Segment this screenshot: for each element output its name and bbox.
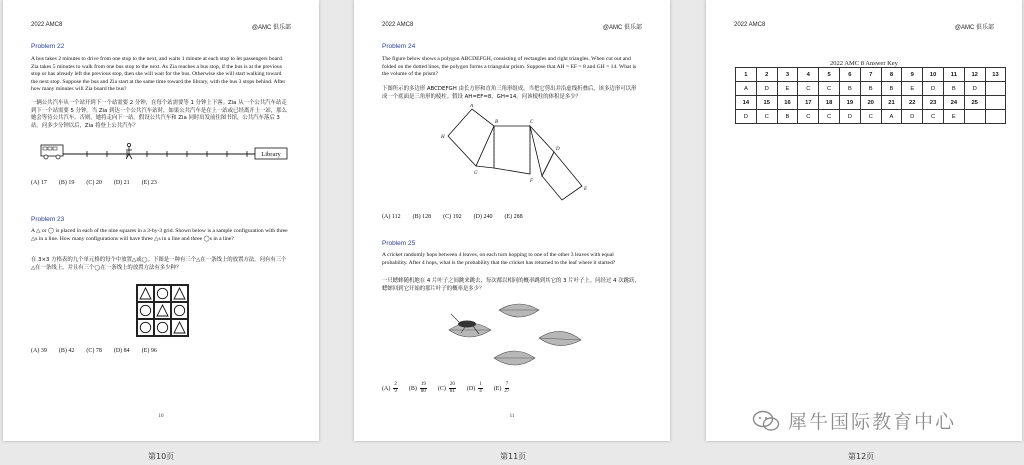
key-cell: 12 bbox=[964, 68, 985, 82]
choice-b: (B) 19 bbox=[58, 180, 75, 186]
choice-d: (D) 1 4 bbox=[466, 382, 482, 394]
key-number-row bbox=[736, 96, 1006, 110]
key-cell: 6 bbox=[839, 68, 860, 82]
key-cell: D bbox=[756, 82, 777, 96]
key-cell: D bbox=[902, 110, 923, 124]
problem-23-choices bbox=[31, 348, 157, 354]
svg-text:B: B bbox=[495, 120, 499, 125]
key-cell: C bbox=[798, 110, 819, 124]
key-cell: 14 bbox=[736, 96, 757, 110]
problem-25-choices bbox=[382, 382, 509, 395]
circle-icon bbox=[173, 304, 186, 317]
problem-24-choices bbox=[382, 214, 523, 220]
page-number: 10 bbox=[158, 414, 164, 419]
choice-a: (A) 39 bbox=[31, 348, 47, 354]
problem-23-title: Problem 23 bbox=[31, 216, 65, 223]
choice-b: (B) 128 bbox=[412, 214, 432, 220]
page-11 bbox=[354, 0, 670, 441]
svg-text:H: H bbox=[441, 135, 445, 140]
key-cell: A bbox=[736, 82, 757, 96]
choice-b: (B) 42 bbox=[58, 348, 75, 354]
triangle-icon bbox=[173, 321, 186, 334]
leaves-cricket-diagram bbox=[439, 300, 589, 380]
key-cell: 2 bbox=[756, 68, 777, 82]
key-answer-row bbox=[736, 110, 1006, 124]
page-footer-12: 第12页 bbox=[848, 452, 875, 461]
problem-23-text-cn: 在 3×3 方格表的九个单元格的每个中放置△或◯。下图是一种有三个△在一条线上的放置方法。问有有三个△在一条线上，并且有三个◯在一条线上的放置方法有多少种？ bbox=[31, 257, 287, 271]
key-cell bbox=[964, 110, 985, 124]
page-header-left: 2022 AMC8 bbox=[382, 22, 414, 28]
key-cell: D bbox=[964, 82, 985, 96]
library-label: Library bbox=[261, 151, 281, 158]
shape-grid bbox=[136, 284, 189, 337]
svg-text:G: G bbox=[474, 171, 478, 176]
choice-a: (A) 112 bbox=[382, 214, 401, 220]
page-footer-10: 第10页 bbox=[148, 452, 175, 461]
problem-22-text-cn: 一辆公共汽车从一个站开到下一个站需要 2 分钟，在每个站需要等 1 分钟上下客。Zia 从一个公共汽车站走到下一个站需要 5 分钟。当 Zia 到达一个公共汽车站时，如果公共汽车是在上一站或已经离开上一站，那么她会等待公共汽车。否则，她将走向下一站。假设公共汽车和 Zia 同时出发前往图书馆，公共汽车落后 3 站。问多少分钟以后，Zia 将登上公共汽车？ bbox=[31, 100, 287, 129]
problem-22-text-en: A bus takes 2 minutes to drive from one stop to the next, and waits 1 minute at each stop to let passengers board. Zia takes 5 minutes to walk from one bus stop to the next. As Zia reaches a bus stop, if the bus is at the previous stop or has already left the previous stop, then she will wait for the bus. Otherwise she will start walking toward the next stop. Suppose the bus and Zia start at the same time toward the library, with the bus 3 stops behind. After how many minutes will Zia board the bus? bbox=[31, 56, 286, 93]
key-cell: 24 bbox=[943, 96, 964, 110]
key-cell: E bbox=[902, 82, 923, 96]
key-cell: 7 bbox=[860, 68, 881, 82]
circle-icon bbox=[139, 321, 152, 334]
problem-22-title: Problem 22 bbox=[31, 43, 65, 50]
circle-icon bbox=[156, 321, 169, 334]
key-cell: 25 bbox=[964, 96, 985, 110]
choice-d: (D) 84 bbox=[113, 348, 130, 354]
page-10 bbox=[3, 0, 319, 441]
key-cell: D bbox=[736, 110, 757, 124]
key-cell: 16 bbox=[777, 96, 798, 110]
key-cell bbox=[985, 96, 1006, 110]
grid-cell bbox=[137, 319, 154, 336]
grid-cell bbox=[171, 285, 188, 302]
choice-e: (E) 288 bbox=[504, 214, 523, 220]
grid-cell bbox=[171, 302, 188, 319]
key-cell: 1 bbox=[736, 68, 757, 82]
choice-d: (D) 21 bbox=[113, 180, 130, 186]
grid-cell bbox=[137, 285, 154, 302]
key-cell: A bbox=[881, 110, 902, 124]
choice-e: (E) 7 27 bbox=[493, 382, 510, 394]
prism-net-diagram bbox=[434, 104, 594, 210]
key-cell: 15 bbox=[756, 96, 777, 110]
key-cell bbox=[985, 82, 1006, 96]
key-cell: 5 bbox=[819, 68, 840, 82]
wechat-icon bbox=[752, 410, 780, 432]
problem-24-title: Problem 24 bbox=[382, 43, 416, 50]
triangle-icon bbox=[173, 287, 186, 300]
problem-25-text-en: A cricket randomly hops between 4 leaves, on each turn hopping to one of the other 3 leaves with equal probability. After 4 hops, what is the probability that the cricket has returned to the leaf where it started? bbox=[382, 252, 616, 266]
key-cell: 4 bbox=[798, 68, 819, 82]
key-cell: 21 bbox=[881, 96, 902, 110]
circle-icon bbox=[156, 287, 169, 300]
bus-route-diagram bbox=[39, 142, 289, 168]
key-cell: 17 bbox=[798, 96, 819, 110]
page-header-right: @AMC 俱乐部 bbox=[602, 25, 642, 31]
key-cell: 8 bbox=[881, 68, 902, 82]
grid-cell bbox=[171, 319, 188, 336]
key-cell: C bbox=[756, 110, 777, 124]
key-cell: D bbox=[923, 82, 944, 96]
svg-text:E: E bbox=[584, 187, 588, 192]
page-header-left: 2022 AMC8 bbox=[734, 22, 766, 28]
watermark-text: 犀牛国际教育中心 bbox=[788, 411, 957, 433]
key-cell: 19 bbox=[839, 96, 860, 110]
key-cell: C bbox=[923, 110, 944, 124]
choice-e: (E) 96 bbox=[141, 348, 157, 354]
page-footer-11: 第11页 bbox=[500, 452, 527, 461]
answer-key-table bbox=[735, 67, 1006, 124]
choice-c: (C) 192 bbox=[443, 214, 462, 220]
key-cell: B bbox=[777, 110, 798, 124]
triangle-icon bbox=[139, 287, 152, 300]
svg-text:D: D bbox=[556, 147, 560, 152]
problem-24-text-en: The figure below shows a polygon ABCDEFGH, consisting of rectangles and right triangles. When cut out and folded on the dotted lines, the polygon forms a triangular prism. Suppose that AH = EF = 8 and GH = 14. What is the volume of the prism? bbox=[382, 56, 637, 78]
page-header-left: 2022 AMC8 bbox=[31, 22, 63, 28]
key-cell: E bbox=[943, 110, 964, 124]
key-cell: 13 bbox=[985, 68, 1006, 82]
page-number: 11 bbox=[509, 414, 515, 419]
choice-d: (D) 240 bbox=[473, 214, 493, 220]
answer-key-title: 2022 AMC 8 Answer Key bbox=[830, 60, 898, 67]
grid-cell bbox=[154, 302, 171, 319]
svg-text:F: F bbox=[530, 179, 534, 184]
leaf-right bbox=[539, 331, 581, 345]
watermark bbox=[752, 407, 956, 434]
problem-25-title: Problem 25 bbox=[382, 240, 416, 247]
leaf-top-right bbox=[499, 304, 539, 317]
key-cell bbox=[985, 110, 1006, 124]
choice-a: (A) 17 bbox=[31, 180, 47, 186]
choice-a: (A) 2 9 bbox=[382, 382, 397, 394]
key-cell: 22 bbox=[902, 96, 923, 110]
problem-25-text-cn: 一只蟋蟀随机地在 4 片叶子之间跳来跳去，每次都以相同的概率跳到其它的 3 片叶子上。问经过 4 次跳跃，蟋蟀回到它开始的那片叶子的概率是多少？ bbox=[382, 278, 640, 292]
problem-24-text-cn: 下图所示的多边形 ABCDEFGH 由长方形和直角三角形组成。当把它剪出并沿虚线折叠后，该多边形可以形成一个底面是三角形的棱柱。假设 AH=EF=8，GH=14。问该棱柱的体积是多少？ bbox=[382, 86, 637, 100]
svg-text:A: A bbox=[470, 104, 474, 109]
key-cell: 9 bbox=[902, 68, 923, 82]
page-header-right: @AMC 俱乐部 bbox=[954, 25, 994, 31]
key-number-row bbox=[736, 68, 1006, 82]
key-cell: 23 bbox=[923, 96, 944, 110]
key-cell: C bbox=[798, 82, 819, 96]
svg-text:C: C bbox=[530, 120, 534, 125]
key-cell: 3 bbox=[777, 68, 798, 82]
grid-cell bbox=[137, 302, 154, 319]
page-12 bbox=[706, 0, 1022, 441]
vertex-labels bbox=[440, 104, 587, 192]
key-cell: B bbox=[839, 82, 860, 96]
key-cell: B bbox=[943, 82, 964, 96]
key-answer-row bbox=[736, 82, 1006, 96]
grid-cell bbox=[154, 319, 171, 336]
choice-e: (E) 23 bbox=[141, 180, 157, 186]
circle-icon bbox=[139, 304, 152, 317]
problem-23-text-en: A △ or ◯ is placed in each of the nine squares in a 3-by-3 grid. Shown below is a sample configuration with three △s in a line. How many configurations will have three △s in a line and three ◯s in a line? bbox=[31, 228, 288, 242]
key-cell: B bbox=[860, 82, 881, 96]
key-cell: 20 bbox=[860, 96, 881, 110]
key-cell: C bbox=[819, 82, 840, 96]
grid-cell bbox=[154, 285, 171, 302]
problem-22-choices bbox=[31, 180, 157, 186]
choice-c: (C) 78 bbox=[86, 348, 102, 354]
key-cell: B bbox=[881, 82, 902, 96]
page-header-right: @AMC 俱乐部 bbox=[251, 25, 291, 31]
choice-c: (C) 20 81 bbox=[437, 382, 455, 394]
key-cell: 18 bbox=[819, 96, 840, 110]
choice-b: (B) 19 80 bbox=[408, 382, 426, 394]
key-cell: 11 bbox=[943, 68, 964, 82]
triangle-icon bbox=[156, 304, 169, 317]
choice-c: (C) 20 bbox=[86, 180, 102, 186]
key-cell: C bbox=[860, 110, 881, 124]
key-cell: D bbox=[839, 110, 860, 124]
key-cell: E bbox=[777, 82, 798, 96]
key-cell: 10 bbox=[923, 68, 944, 82]
key-cell: C bbox=[819, 110, 840, 124]
bus-icon bbox=[41, 145, 63, 159]
